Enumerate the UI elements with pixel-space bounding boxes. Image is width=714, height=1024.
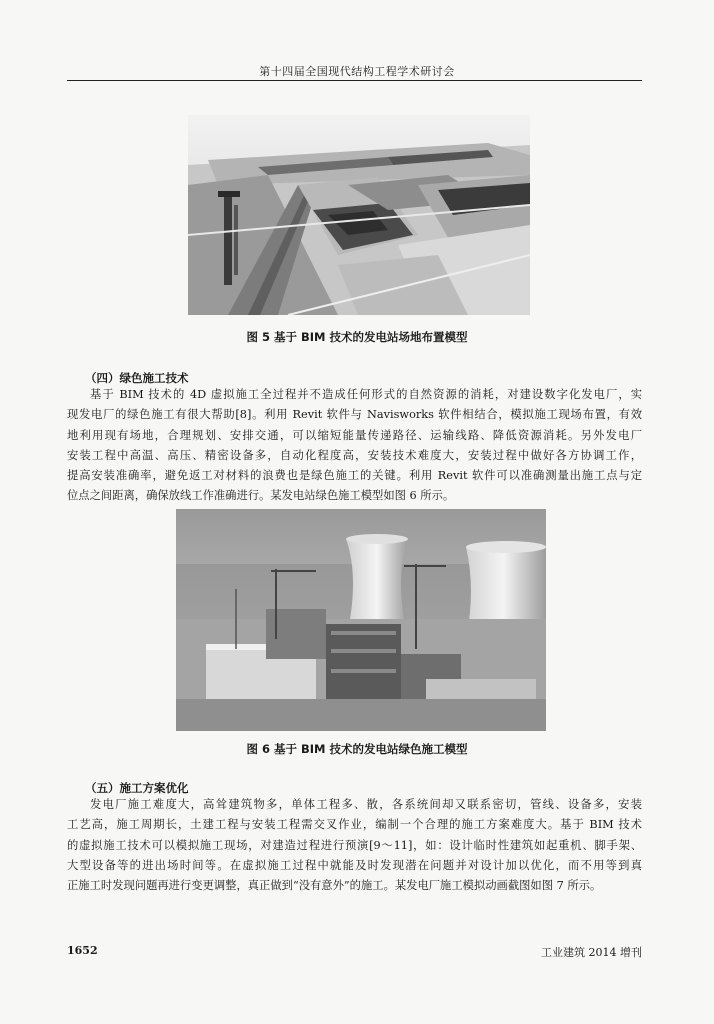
paragraph-line: 发电厂施工难度大，高耸建筑物多，单体工程多、散，各系统间却又联系密切，管线、设备多，安装 xyxy=(90,798,642,811)
paragraph-line: 提高安装准确率，避免返工对材料的浪费也是绿色施工的关键。利用 Revit 软件可以准确测量出施工点与定 xyxy=(67,469,642,483)
section-4-paragraph xyxy=(67,385,642,507)
section-heading-green-construction: （四）绿色施工技术 xyxy=(85,371,189,385)
paragraph-line: 地利用现有场地，合理规划、安排交通，可以缩短能量传递路径、运输线路、降低资源消耗。另外发电厂 xyxy=(67,428,642,442)
paragraph-line: 安装工程中高温、高压、精密设备多，自动化程度高，安装技术难度大，安装过程中做好各方协调工作， xyxy=(67,448,642,462)
running-header: 第十四届全国现代结构工程学术研讨会 xyxy=(259,65,455,78)
paragraph-line: 的虚拟施工技术可以模拟施工现场，对建造过程进行预演[9～11]，如：设计临时性建筑如起重机、脚手架、 xyxy=(67,838,642,852)
figure-5-caption: 图 5 基于 BIM 技术的发电站场地布置模型 xyxy=(246,330,468,344)
journal-footer: 工业建筑 2014 增刊 xyxy=(541,946,642,959)
figure-6-image xyxy=(176,509,546,731)
section-heading-plan-optimization: （五）施工方案优化 xyxy=(85,781,189,795)
figure-6-caption: 图 6 基于 BIM 技术的发电站绿色施工模型 xyxy=(246,742,468,756)
paragraph-line: 工艺高，施工周期长，土建工程与安装工程需交叉作业，编制一个合理的施工方案难度大。基于 BIM 技术 xyxy=(67,818,642,832)
paragraph-line: 基于 BIM 技术的 4D 虚拟施工全过程并不造成任何形式的自然资源的消耗，对建设数字化发电厂，实 xyxy=(90,388,642,401)
paragraph-line: 现发电厂的绿色施工有很大帮助[8]。利用 Revit 软件与 Navisworks 软件相结合，模拟施工现场布置，有效 xyxy=(67,408,642,422)
paragraph-line: 正施工时发现问题再进行变更调整，真正做到“没有意外”的施工。某发电厂施工模拟动画截图如图 7 所示。 xyxy=(67,879,602,893)
paragraph-line: 大型设备等的进出场时间等。在虚拟施工过程中就能及时发现潜在问题并对设计加以优化，而不用等到真 xyxy=(67,858,642,872)
header-rule xyxy=(67,80,642,81)
section-5-paragraph xyxy=(67,795,642,896)
paragraph-line: 位点之间距离，确保放线工作准确进行。某发电站绿色施工模型如图 6 所示。 xyxy=(67,489,455,503)
page-number: 1652 xyxy=(67,944,98,957)
figure-5-image xyxy=(188,115,530,315)
